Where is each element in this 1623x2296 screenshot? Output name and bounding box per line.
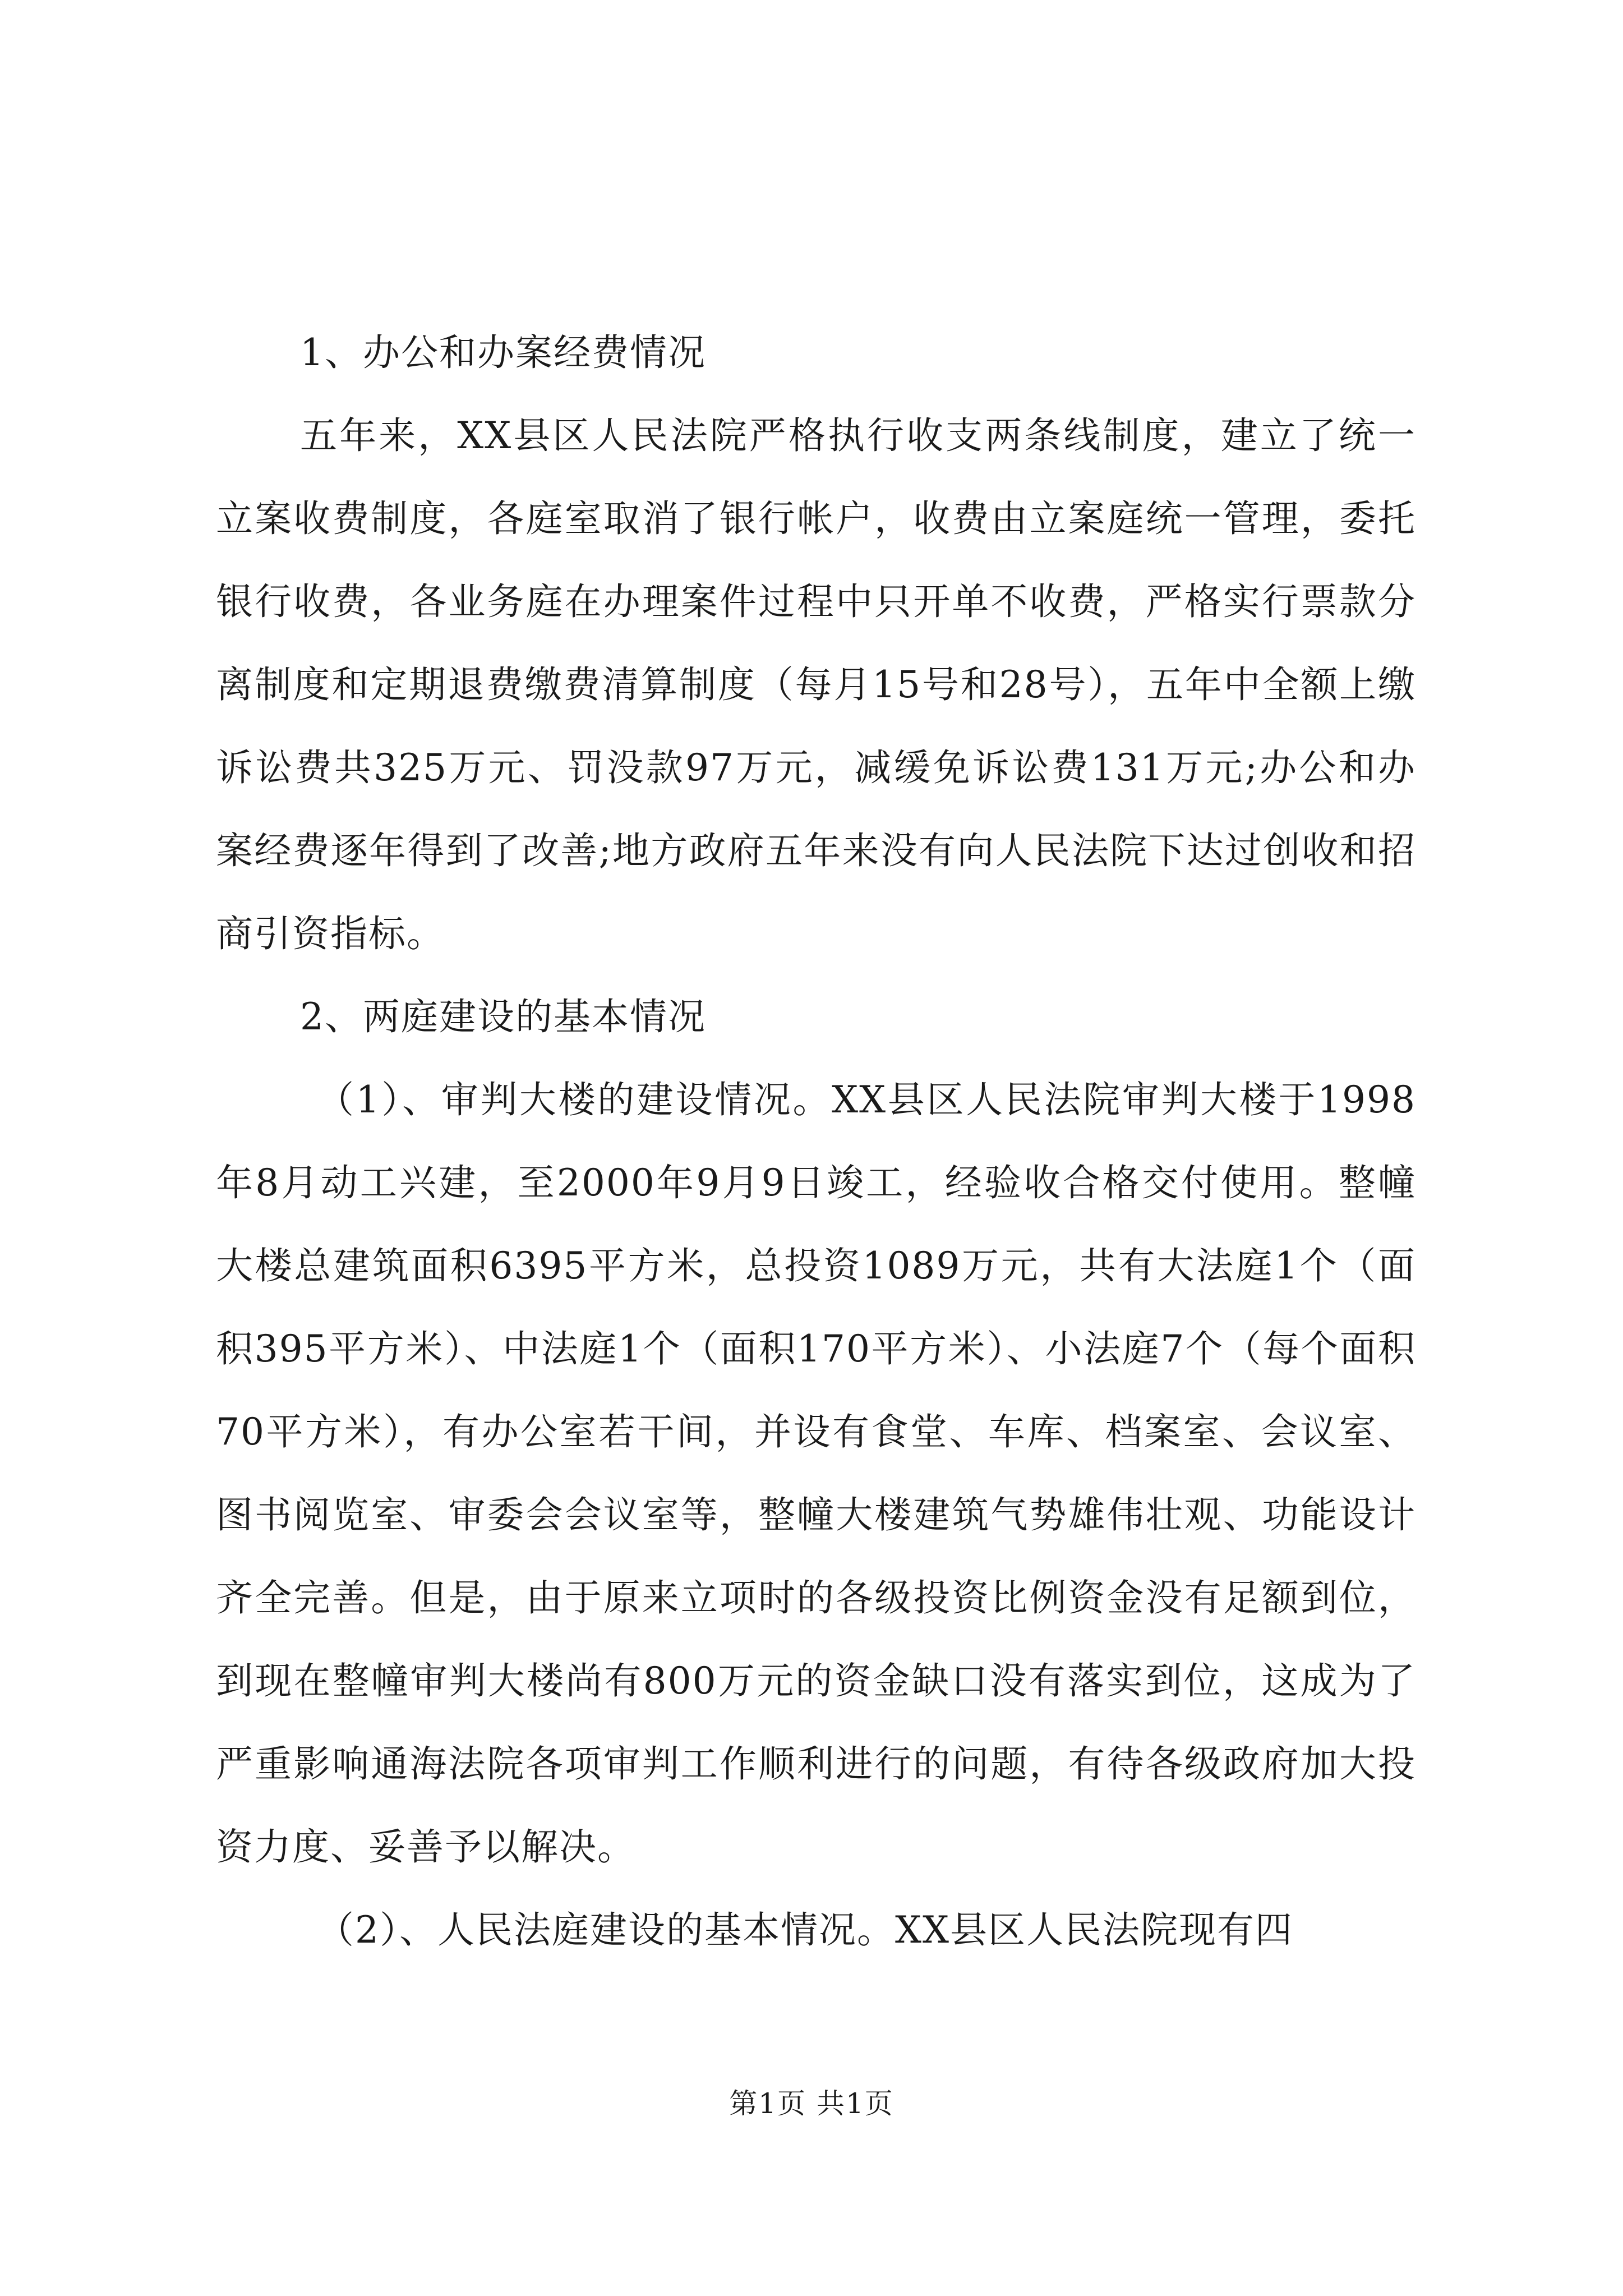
- paragraph-trial-building: （1）、审判大楼的建设情况。XX县区人民法院审判大楼于1998年8月动工兴建，至2000年9月9日竣工，经验收合格交付使用。整幢大楼总建筑面积6395平方米，总投资1089万元，共有大法庭1个（面积395平方米）、中法庭1个（面积170平方米）、小法庭7个（每个面积70平方米），有办公室若干间，并设有食堂、车库、档案室、会议室、图书阅览室、审委会会议室等，整幢大楼建筑气势雄伟壮观、功能设计齐全完善。但是，由于原来立项时的各级投资比例资金没有足额到位，到现在整幢审判大楼尚有800万元的资金缺口没有落实到位，这成为了严重影响通海法院各项审判工作顺利进行的问题，有待各级政府加大投资力度、妥善予以解决。: [216, 1078, 1416, 1869]
- paragraph-peoples-court: （2）、人民法庭建设的基本情况。XX县区人民法院现有四: [317, 1908, 1293, 1952]
- section-heading-2: 2、两庭建设的基本情况: [300, 995, 706, 1038]
- paragraph-funding: 五年来，XX县区人民法院严格执行收支两条线制度，建立了统一立案收费制度，各庭室取消了银行帐户，收费由立案庭统一管理，委托银行收费，各业务庭在办理案件过程中只开单不收费，严格实行票款分离制度和定期退费缴费清算制度（每月15号和28号），五年中全额上缴诉讼费共325万元、罚没款97万元，减缓免诉讼费131万元;办公和办案经费逐年得到了改善;地方政府五年来没有向人民法院下达过创收和招商引资指标。: [216, 414, 1416, 955]
- document-body: [216, 311, 1416, 1972]
- section-heading-1: 1、办公和办案经费情况: [300, 331, 706, 374]
- page-footer: 第1页 共1页: [729, 2087, 894, 2120]
